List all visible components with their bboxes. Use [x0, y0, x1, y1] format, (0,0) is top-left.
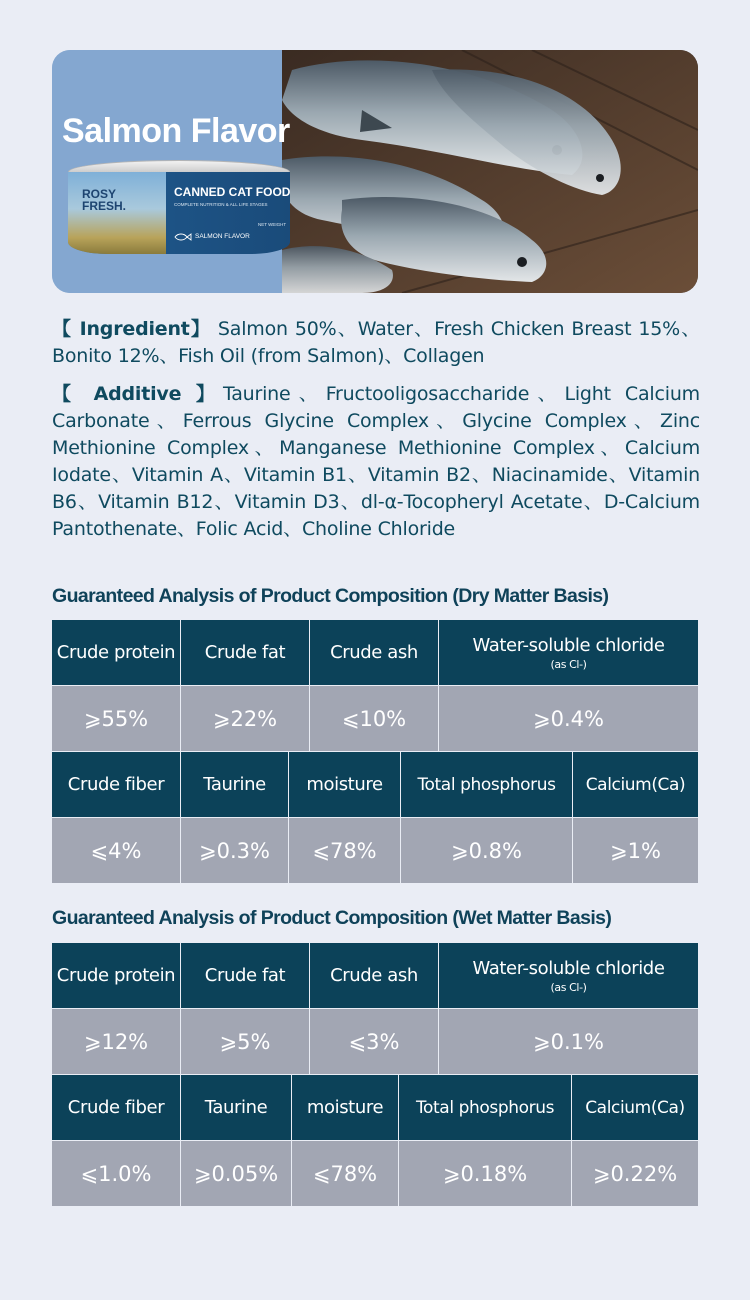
header-cell: Crude protein: [52, 620, 181, 686]
value-cell: ⩾55%: [52, 686, 181, 752]
header-note: (as Cl-): [550, 980, 587, 994]
header-cell: Taurine: [181, 1075, 292, 1141]
header-cell: Total phosphorus: [399, 1075, 572, 1141]
table-header-row: [52, 620, 698, 686]
table-value-row: [52, 1009, 698, 1075]
value-cell: ⩾22%: [181, 686, 310, 752]
can-product-name: CANNED CAT FOOD: [174, 185, 290, 199]
value-cell: ⩾5%: [181, 1009, 310, 1075]
can-brand-line1: ROSY: [82, 187, 117, 201]
can-landscape-label: [68, 172, 166, 254]
ingredient-text: Salmon 50%、Water、Fresh Chicken Breast 15%、Bonito 12%、Fish Oil (from Salmon)、Collagen: [52, 318, 701, 367]
ingredients-section: [52, 316, 700, 554]
value-cell: ⩾12%: [52, 1009, 181, 1075]
value-cell: ⩽78%: [292, 1141, 399, 1207]
header-cell-chloride: [439, 620, 698, 686]
table-value-row: [52, 818, 698, 884]
value-cell: ⩾1%: [573, 818, 698, 884]
dry-matter-title: Guaranteed Analysis of Product Composition (Dry Matter Basis): [52, 585, 609, 607]
fish-icon: [174, 232, 192, 242]
cat-food-can: [68, 160, 290, 260]
header-cell: Total phosphorus: [401, 752, 573, 818]
header-cell: Crude ash: [310, 943, 439, 1009]
table-value-row: [52, 686, 698, 752]
header-cell: Crude fat: [181, 943, 310, 1009]
table-header-row: [52, 943, 698, 1009]
header-cell: Taurine: [181, 752, 289, 818]
header-note: (as Cl-): [550, 657, 587, 671]
value-cell: ⩾0.4%: [439, 686, 698, 752]
additive-paragraph: [52, 381, 700, 543]
value-cell: ⩾0.05%: [181, 1141, 292, 1207]
ingredient-paragraph: [52, 316, 700, 370]
value-cell: ⩽4%: [52, 818, 181, 884]
can-flavor: SALMON FLAVOR: [195, 233, 250, 240]
value-cell: ⩽78%: [289, 818, 401, 884]
can-net-weight: NET WEIGHT: [258, 222, 287, 227]
can-brand-line2: FRESH.: [82, 199, 127, 213]
can-subtitle: COMPLETE NUTRITION & ALL LIFE STAGES: [174, 202, 268, 207]
value-cell: ⩽3%: [310, 1009, 439, 1075]
can-body: [68, 172, 290, 254]
header-label: Water-soluble chloride: [472, 634, 665, 656]
header-cell: Calcium(Ca): [573, 752, 698, 818]
table-header-row: [52, 752, 698, 818]
value-cell: ⩾0.3%: [181, 818, 289, 884]
header-cell: moisture: [289, 752, 401, 818]
dry-matter-table: [52, 620, 698, 884]
header-cell: Crude protein: [52, 943, 181, 1009]
ingredient-label: 【 Ingredient】: [52, 318, 211, 340]
value-cell: ⩽1.0%: [52, 1141, 181, 1207]
value-cell: ⩾0.22%: [572, 1141, 698, 1207]
flavor-title: Salmon Flavor: [62, 112, 290, 150]
header-cell: Crude fiber: [52, 1075, 181, 1141]
header-label: Water-soluble chloride: [472, 957, 665, 979]
additive-text: Taurine、Fructooligosaccharide、Light Calcium Carbonate、Ferrous Glycine Complex、Glycine Complex、Zinc Methionine Complex、Manganese Methionine Complex、Calcium Iodate、Vitamin A、Vitamin B1、Vitamin B2、Niacinamide、Vitamin B6、Vitamin B12、Vitamin D3、dl-α-Tocopheryl Acetate、D-Calcium Pantothenate、Folic Acid、Choline Chloride: [52, 383, 700, 540]
can-brand: [82, 188, 126, 212]
value-cell: ⩾0.18%: [399, 1141, 572, 1207]
salmon-photo: [282, 50, 698, 293]
table-value-row: [52, 1141, 698, 1207]
header-cell: Calcium(Ca): [572, 1075, 698, 1141]
product-banner: [52, 50, 698, 293]
table-header-row: [52, 1075, 698, 1141]
header-cell: Crude ash: [310, 620, 439, 686]
value-cell: ⩾0.1%: [439, 1009, 698, 1075]
salmon-illustration: [282, 50, 698, 293]
value-cell: ⩾0.8%: [401, 818, 573, 884]
wet-matter-title: Guaranteed Analysis of Product Composition (Wet Matter Basis): [52, 907, 612, 929]
wet-matter-table: [52, 943, 698, 1207]
header-cell: Crude fiber: [52, 752, 181, 818]
header-cell: moisture: [292, 1075, 399, 1141]
header-cell: Crude fat: [181, 620, 310, 686]
value-cell: ⩽10%: [310, 686, 439, 752]
header-cell-chloride: [439, 943, 698, 1009]
additive-label: 【 Additive 】: [52, 383, 223, 405]
